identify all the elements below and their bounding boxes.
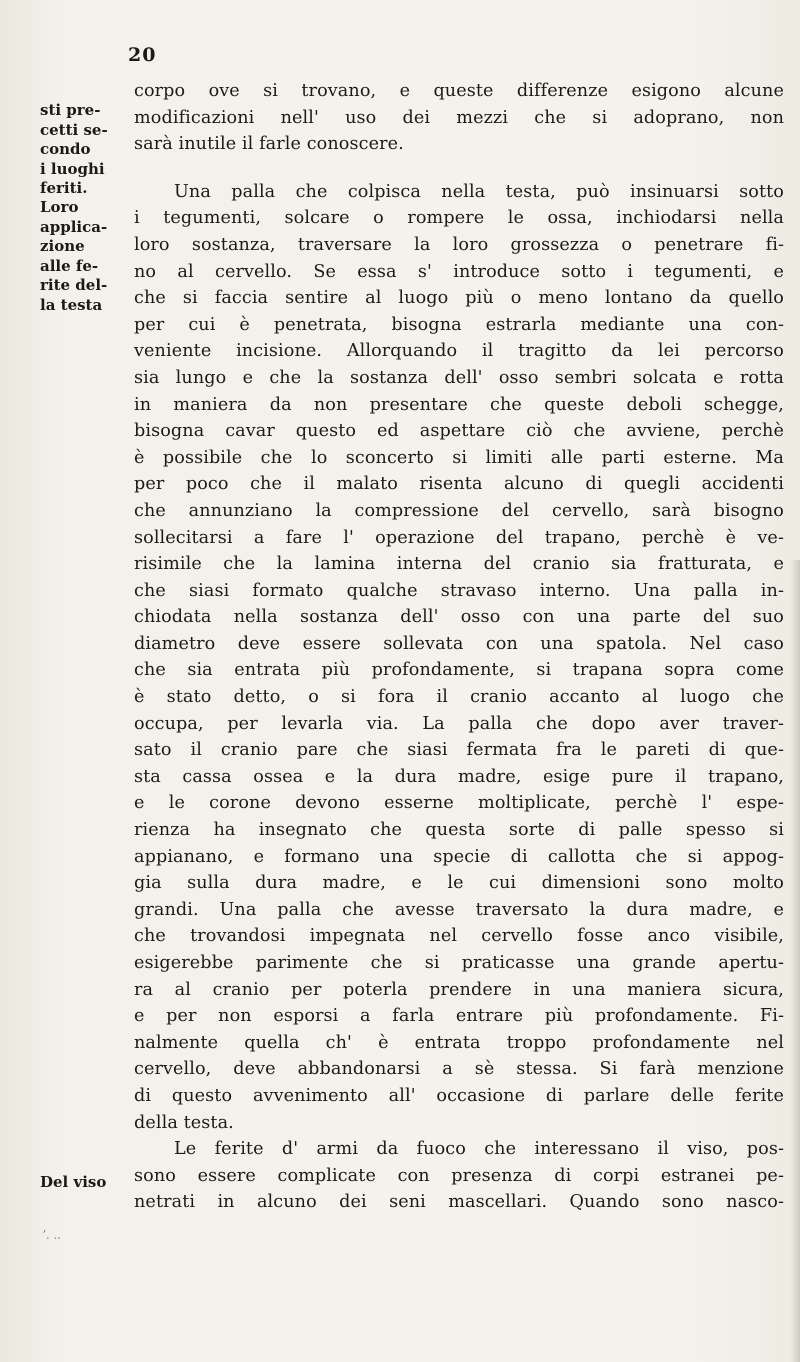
- margin-note-line: sti pre-: [40, 101, 101, 119]
- text-line: no al cervello. Se essa s' introduce sotto i tegumenti, e: [134, 261, 784, 282]
- paragraph-3: [134, 1136, 784, 1216]
- margin-note-line: rite del-: [40, 276, 108, 294]
- text-line: sia lungo e che la sostanza dell' osso sembri solcata e rotta: [134, 367, 784, 388]
- text-line: grandi. Una palla che avesse traversato la dura madre, e: [134, 899, 784, 920]
- text-line: appianano, e formano una specie di callotta che si appog-: [134, 846, 784, 867]
- text-line: è stato detto, o si fora il cranio accanto al luogo che: [134, 687, 784, 708]
- text-line: i tegumenti, solcare o rompere le ossa, inchiodarsi nella: [134, 208, 784, 229]
- text-line: gia sulla dura madre, e le cui dimensioni sono molto: [134, 873, 784, 894]
- text-line: è possibile che lo sconcerto si limiti alle parti esterne. Ma: [134, 447, 784, 468]
- text-line: in maniera da non presentare che queste deboli schegge,: [134, 394, 784, 415]
- text-line: rienza ha insegnato che questa sorte di palle spesso si: [134, 820, 784, 841]
- margin-note-line: Loro: [40, 198, 79, 216]
- text-line: che si faccia sentire al luogo più o meno lontano da quello: [134, 288, 784, 309]
- text-line: bisogna cavar questo ed aspettare ciò che avviene, perchè: [134, 421, 784, 442]
- text-line: che trovandosi impegnata nel cervello fosse anco visibile,: [134, 926, 784, 947]
- margin-note-face: [40, 1173, 106, 1193]
- text-line: chiodata nella sostanza dell' osso con una parte del suo: [134, 607, 784, 628]
- text-line: sarà inutile il farle conoscere.: [134, 134, 404, 155]
- text-line: risimile che la lamina interna del cranio sia fratturata, e: [134, 554, 784, 575]
- margin-note-line: feriti.: [40, 179, 88, 197]
- body-text: [134, 78, 784, 1216]
- margin-note-line: i luoghi: [40, 159, 105, 178]
- text-line: modificazioni nell' uso dei mezzi che si adoprano, non: [134, 107, 784, 128]
- text-line: e le corone devono esserne moltiplicate, perchè l' espe-: [134, 793, 784, 814]
- text-line: sono essere complicate con presenza di corpi estranei pe-: [134, 1165, 784, 1186]
- text-line: che annunziano la compressione del cervello, sarà bisogno: [134, 500, 784, 521]
- margin-note-line: cetti se-: [40, 120, 108, 139]
- text-line: sta cassa ossea e la dura madre, esige pure il trapano,: [134, 766, 784, 787]
- page-mark: ʼ. ..: [42, 1228, 62, 1242]
- text-line: ra al cranio per poterla prendere in una maniera sicura,: [134, 979, 784, 1000]
- text-line: sollecitarsi a fare l' operazione del trapano, perchè è ve-: [134, 527, 784, 548]
- margin-note-line: condo: [40, 140, 91, 158]
- text-line: cervello, deve abbandonarsi a sè stessa. Si farà menzione: [134, 1059, 784, 1080]
- margin-note-line: alle fe-: [40, 256, 99, 275]
- text-line: della testa.: [134, 1112, 234, 1133]
- paragraph-2: [134, 179, 784, 1136]
- margin-note-line: la testa: [40, 295, 103, 314]
- text-line: che siasi formato qualche stravaso interno. Una palla in-: [134, 580, 784, 601]
- text-line: Le ferite d' armi da fuoco che interessano il viso, pos-: [174, 1139, 784, 1160]
- margin-note-precepts: [40, 101, 108, 199]
- text-line: per cui è penetrata, bisogna estrarla mediante una con-: [134, 314, 784, 335]
- text-line: di questo avvenimento all' occasione di parlare delle ferite: [134, 1085, 784, 1106]
- margin-note-line: Del viso: [40, 1173, 107, 1191]
- text-line: veniente incisione. Allorquando il tragitto da lei percorso: [134, 341, 784, 362]
- margin-note-line: zione: [40, 237, 85, 255]
- page-edge-shadow: [790, 560, 800, 1362]
- text-line: diametro deve essere sollevata con una spatola. Nel caso: [134, 633, 784, 654]
- margin-note-application: [40, 198, 107, 315]
- margin-note-line: applica-: [40, 217, 108, 236]
- text-line: per poco che il malato risenta alcuno di quegli accidenti: [134, 474, 784, 495]
- text-line: che sia entrata più profondamente, si trapana sopra come: [134, 660, 784, 681]
- text-line: occupa, per levarla via. La palla che dopo aver traver-: [134, 713, 784, 734]
- text-line: e per non esporsi a farla entrare più profondamente. Fi-: [134, 1006, 784, 1027]
- paragraph-1: [134, 78, 784, 158]
- text-line: netrati in alcuno dei seni mascellari. Quando sono nasco-: [134, 1192, 784, 1213]
- page-number: 20: [128, 44, 157, 66]
- text-line: sato il cranio pare che siasi fermata fra le pareti di que-: [134, 740, 784, 761]
- text-line: corpo ove si trovano, e queste differenze esigono alcune: [134, 81, 784, 101]
- text-line: loro sostanza, traversare la loro grossezza o penetrare fi-: [134, 234, 784, 255]
- text-line: nalmente quella ch' è entrata troppo profondamente nel: [134, 1032, 784, 1053]
- text-line: esigerebbe parimente che si praticasse una grande apertu-: [134, 953, 784, 973]
- text-line: Una palla che colpisca nella testa, può insinuarsi sotto: [174, 181, 784, 202]
